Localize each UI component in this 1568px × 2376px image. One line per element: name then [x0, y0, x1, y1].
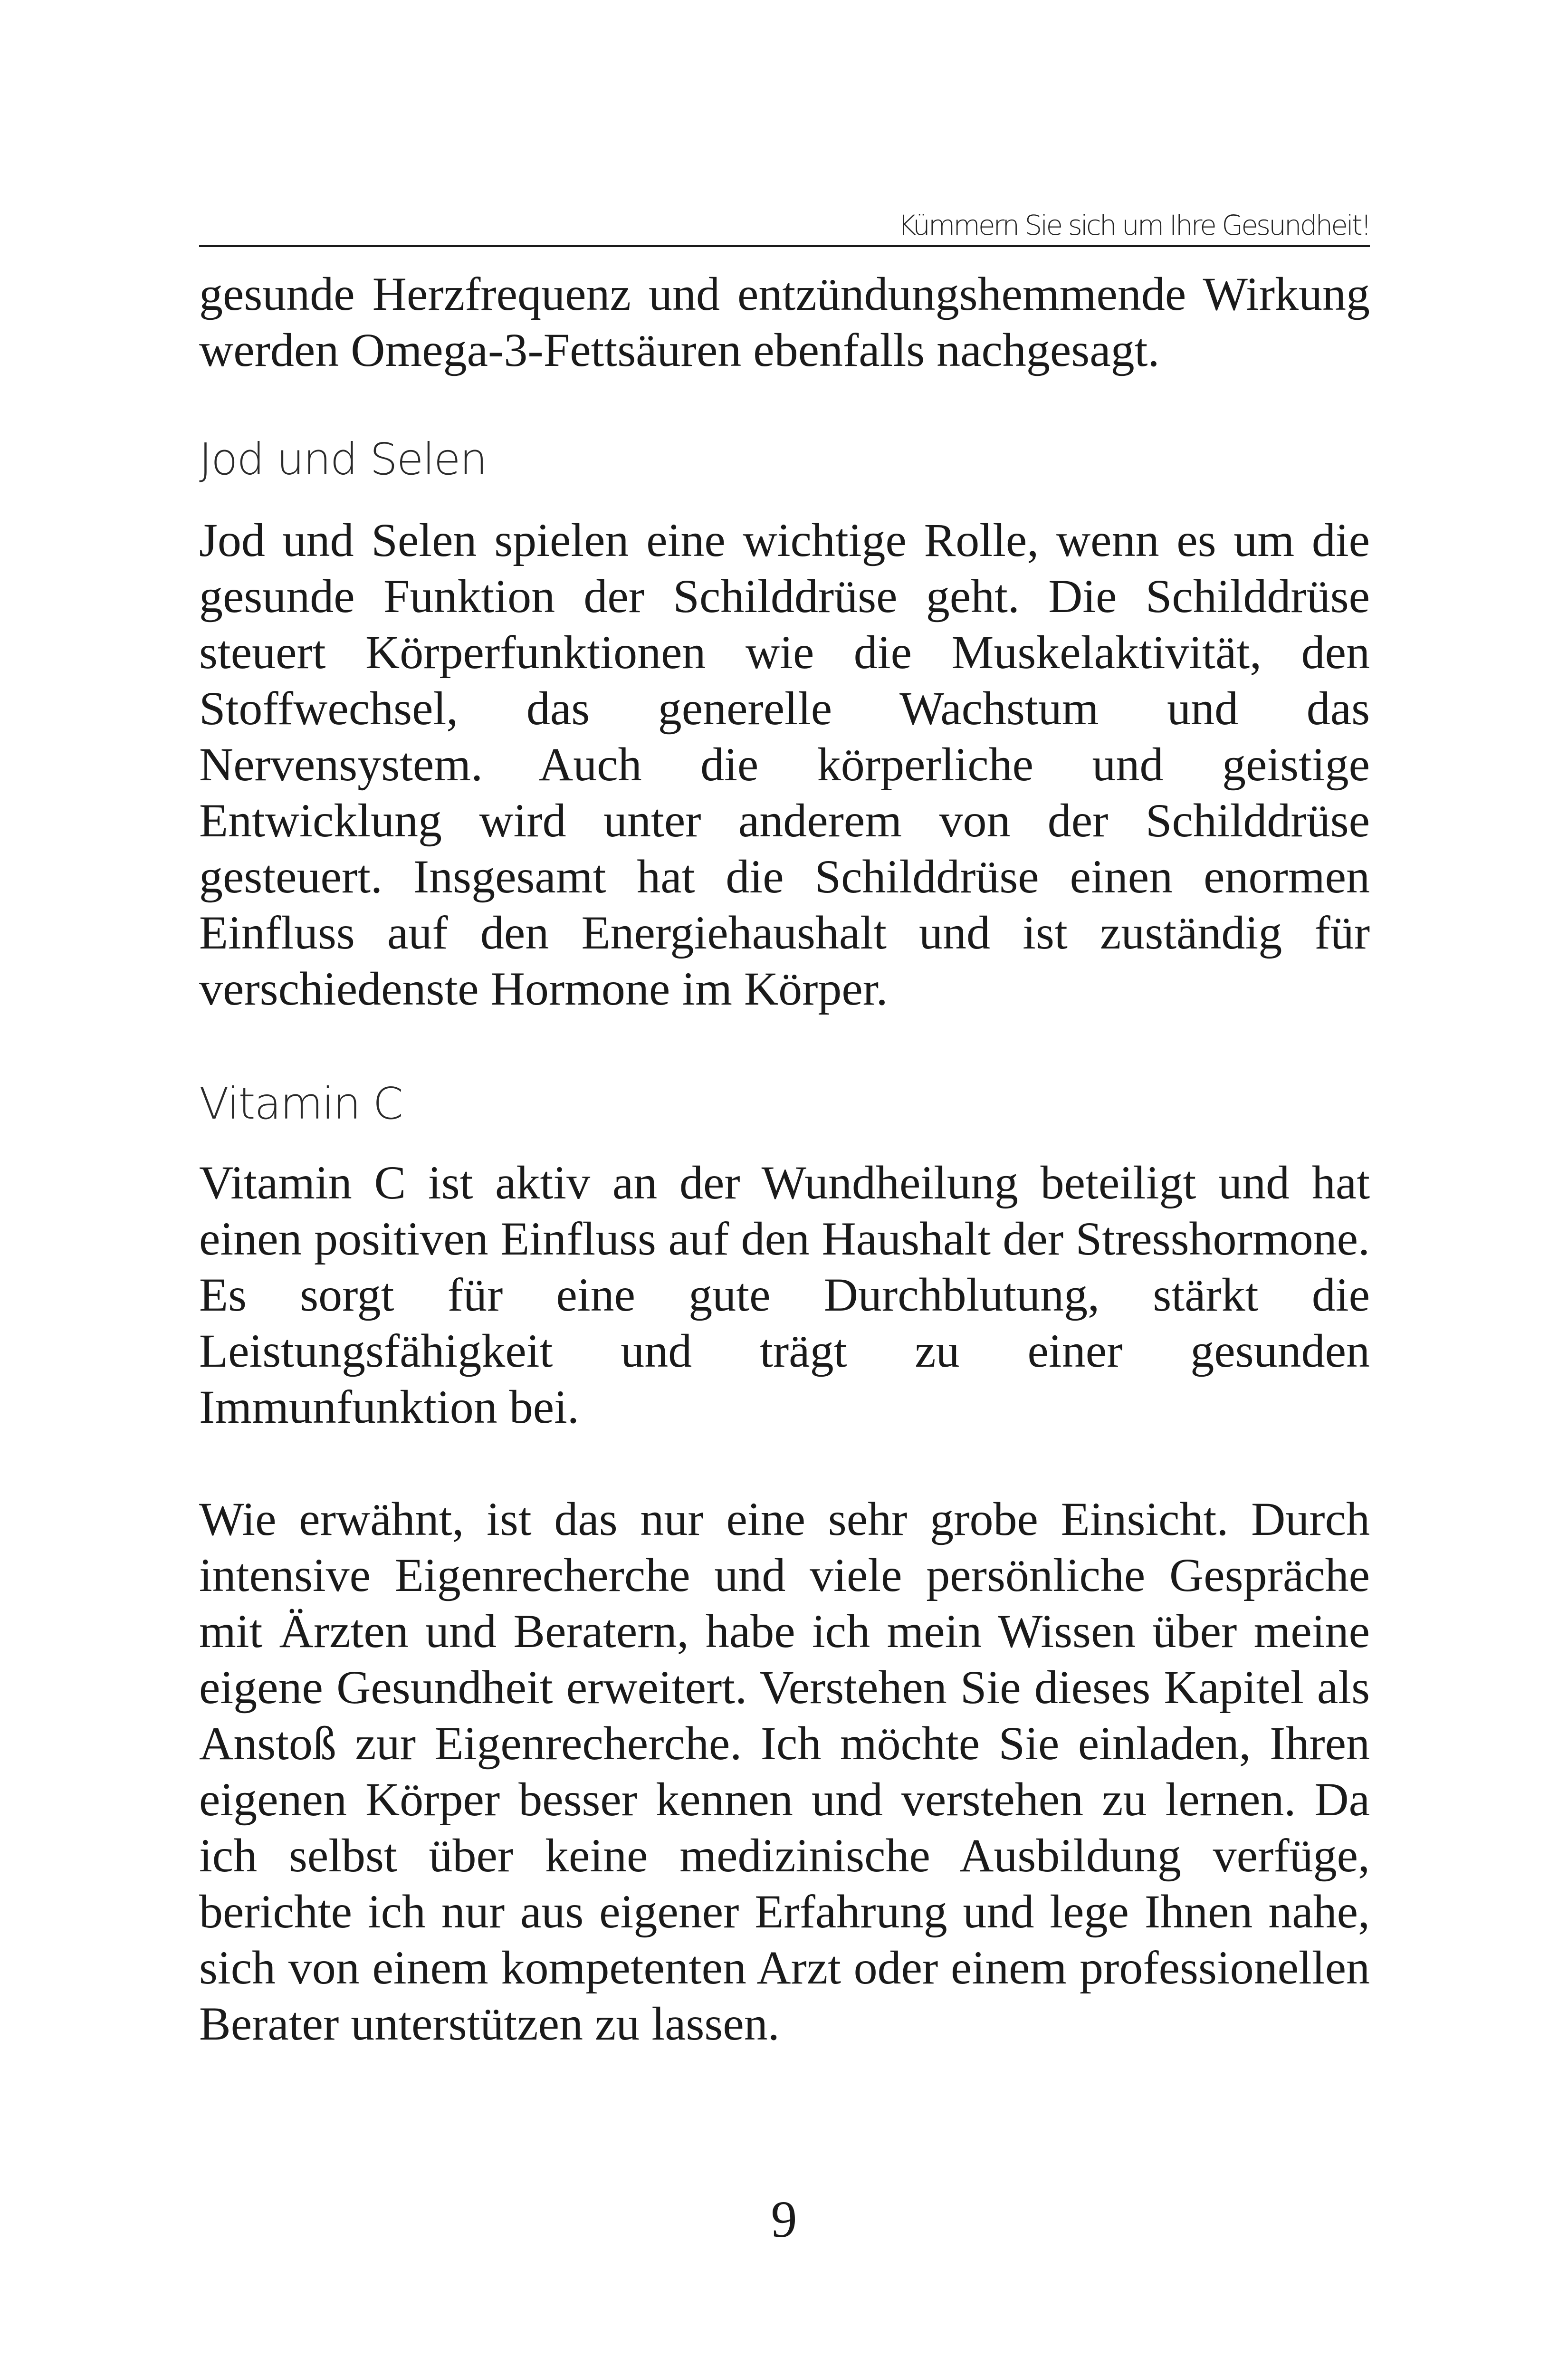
book-page	[199, 209, 1370, 2052]
closing-paragraph: Wie erwähnt, ist das nur eine sehr grobe Einsicht. Durch intensive Eigenrecherche und viele persönliche Gespräche mit Ärzten und Beratern, habe ich mein Wissen über meine eigene Gesundheit erweitert. Verstehen Sie dieses Kapitel als Anstoß zur Eigenrecherche. Ich möchte Sie einladen, Ihren eigenen Körper besser kennen und verstehen zu lernen. Da ich selbst über keine medizinische Ausbildung verfüge, berichte ich nur aus eigener Erfahrung und lege Ihnen nahe, sich von einem kompetenten Arzt oder einem professionellen Berater unterstützen zu lassen.	[199, 1493, 1370, 2050]
section-heading-jod-und-selen: Jod und Selen	[199, 433, 487, 485]
section-heading-vitamin-c: Vitamin C	[199, 1078, 402, 1129]
paragraph-jod-und-selen: Jod und Selen spielen eine wichtige Rolle, wenn es um die gesunde Funktion der Schilddrüse geht. Die Schilddrüse steuert Körperfunktionen wie die Muskelaktivität, den Stoffwechsel, das generelle Wachstum und das Nervensystem. Auch die körperliche und geistige Entwicklung wird unter anderem von der Schilddrüse gesteuert. Insgesamt hat die Schilddrüse einen enormen Einfluss auf den Energiehaushalt und ist zuständig für verschiedenste Hormone im Körper.	[199, 513, 1370, 1015]
paragraph-vitamin-c: Vitamin C ist aktiv an der Wundheilung beteiligt und hat einen positiven Einfluss auf den Haushalt der Stresshormone. Es sorgt für eine gute Durchblutung, stärkt die Leistungsfähigkeit und trägt zu einer gesunden Immunfunktion bei.	[199, 1156, 1370, 1434]
intro-paragraph: gesunde Herzfrequenz und entzündungshemmende Wirkung werden Omega-3-Fettsäuren ebenfalls nachgesagt.	[199, 267, 1370, 376]
page-number: 9	[771, 2190, 797, 2248]
running-header: Kümmern Sie sich um Ihre Gesundheit!	[199, 209, 1370, 247]
